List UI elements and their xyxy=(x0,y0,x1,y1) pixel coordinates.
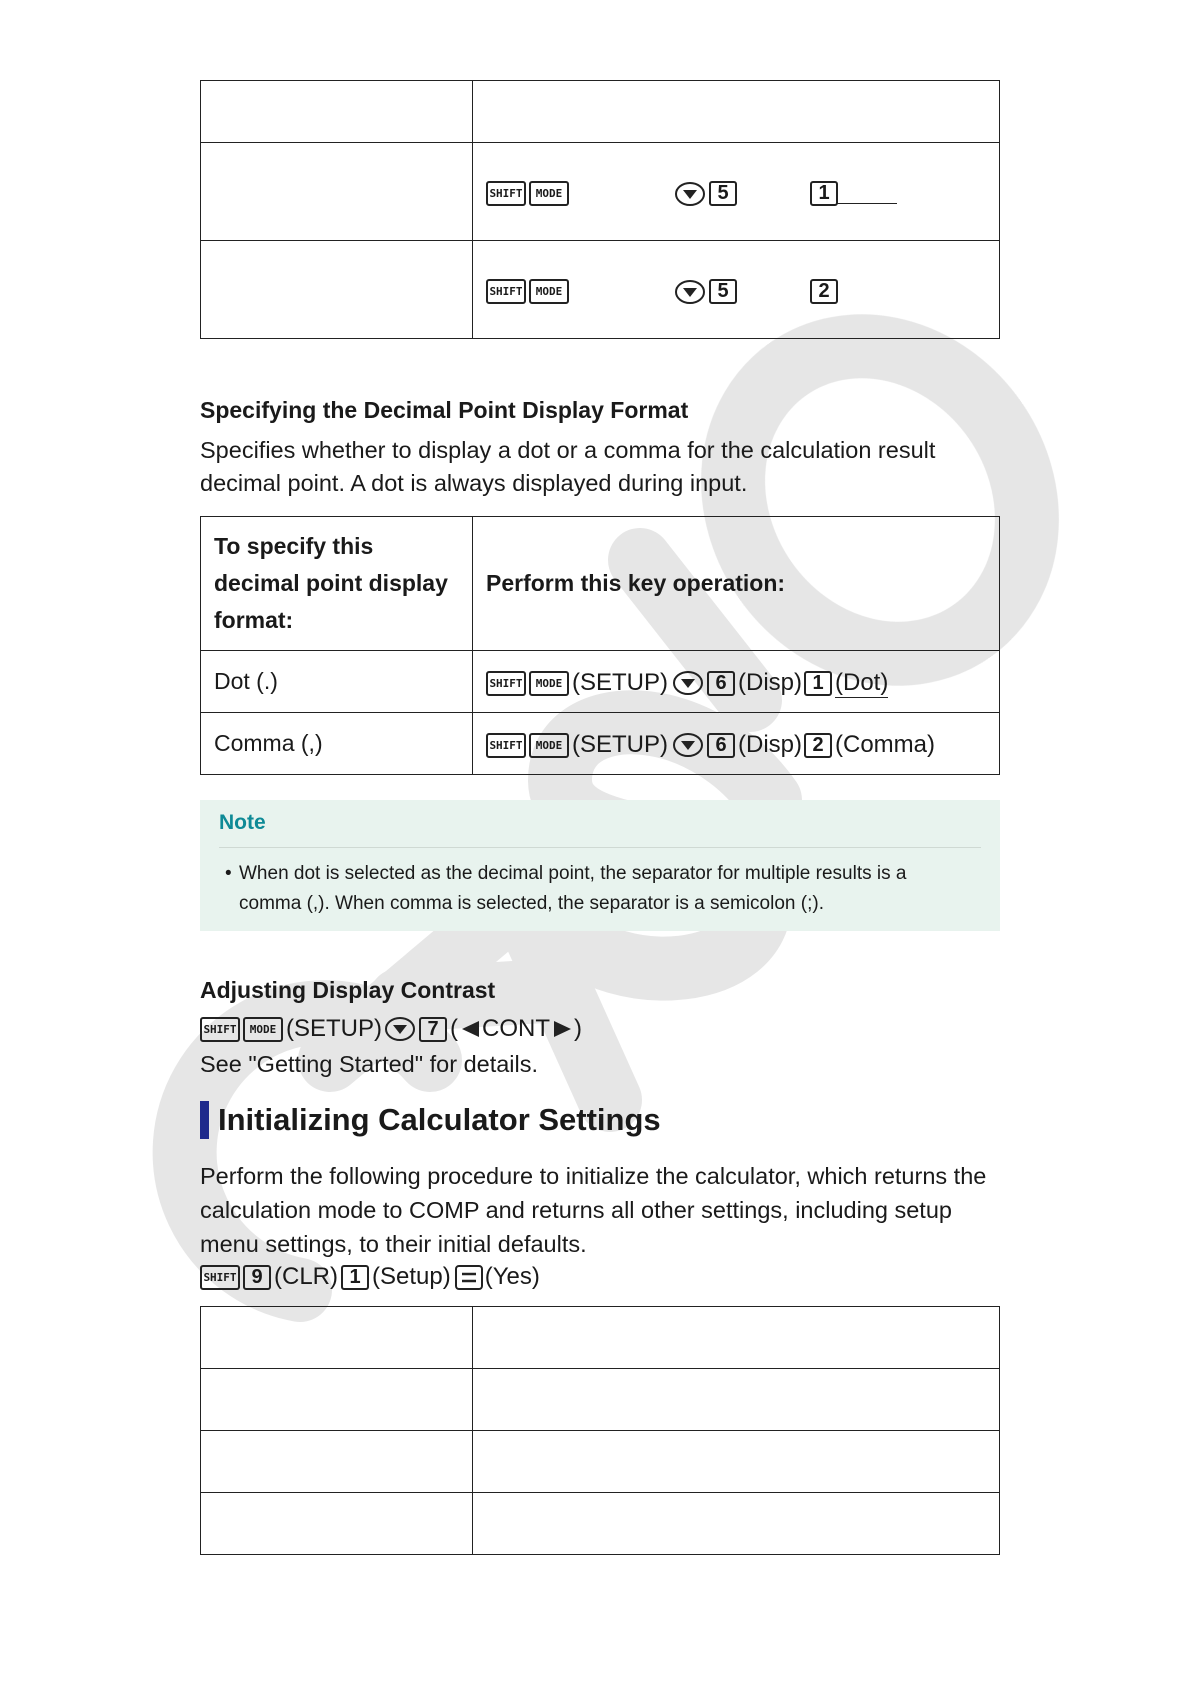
bullet: • xyxy=(225,863,232,884)
decimal-point-description: Specifies whether to display a dot or a comma for the calculation result decimal point. A dot is always displayed during input. xyxy=(200,437,936,496)
table-cell xyxy=(473,81,1000,143)
table-cell xyxy=(473,1307,1000,1369)
table-row xyxy=(201,1307,1000,1369)
mode-key: MODE xyxy=(243,1017,283,1042)
initialize-heading xyxy=(200,1101,661,1139)
number-key-1: 1 xyxy=(810,181,838,206)
table-row xyxy=(201,713,1000,775)
number-key-7: 7 xyxy=(419,1017,447,1042)
table-cell xyxy=(473,1493,1000,1555)
number-key-2: 2 xyxy=(810,279,838,304)
table-row xyxy=(201,1369,1000,1431)
format-cell: Comma (,) xyxy=(201,713,473,775)
decimal-point-heading: Specifying the Decimal Point Display Format xyxy=(200,397,689,423)
header-operation: Perform this key operation: xyxy=(473,517,1000,651)
close-paren: ) xyxy=(574,1015,582,1042)
note-body xyxy=(225,859,945,919)
setup-label: (SETUP) xyxy=(286,1015,382,1042)
number-key-5: 5 xyxy=(709,181,737,206)
table-header-row xyxy=(201,517,1000,651)
setup-label: (SETUP) xyxy=(572,669,668,696)
contrast-heading: Adjusting Display Contrast xyxy=(200,977,496,1003)
number-key-6: 6 xyxy=(707,671,735,696)
down-arrow-key-icon xyxy=(672,670,704,696)
dot-label: (Dot) xyxy=(835,668,889,696)
operation-cell xyxy=(473,651,1000,713)
open-paren: ( xyxy=(450,1015,458,1042)
note-title: Note xyxy=(219,811,266,834)
table-cell xyxy=(201,143,473,241)
shift-key: SHIFT xyxy=(486,733,526,758)
table-row xyxy=(201,241,1000,339)
right-triangle-icon xyxy=(551,1018,573,1040)
setup-label: (Setup) xyxy=(372,1263,451,1290)
note-box xyxy=(200,800,1000,931)
cont-label: CONT xyxy=(482,1015,550,1042)
table-cell xyxy=(201,1307,473,1369)
down-arrow-key-icon xyxy=(384,1016,416,1042)
disp-label: (Disp) xyxy=(738,669,802,696)
initial-settings-table xyxy=(200,1306,1000,1555)
table-row xyxy=(201,1493,1000,1555)
table-cell xyxy=(201,1369,473,1431)
shift-key: SHIFT xyxy=(486,181,526,206)
mode-key: MODE xyxy=(529,733,569,758)
initialize-description: Perform the following procedure to initialize the calculator, which returns the calculation mode to COMP and returns all other settings, including setup menu settings, to their initial defaults. xyxy=(200,1163,987,1257)
table-cell xyxy=(473,143,1000,241)
number-key-9: 9 xyxy=(243,1265,271,1290)
note-divider xyxy=(219,847,981,848)
table-cell xyxy=(473,1431,1000,1493)
mode-key: MODE xyxy=(529,279,569,304)
table-row xyxy=(201,1431,1000,1493)
note-text: When dot is selected as the decimal point, the separator for multiple results is a comma (,). When comma is selected, the separator is a semicolon (;). xyxy=(239,863,907,914)
shift-key: SHIFT xyxy=(200,1265,240,1290)
number-key-1: 1 xyxy=(804,671,832,696)
format-cell: Dot (.) xyxy=(201,651,473,713)
number-key-1: 1 xyxy=(341,1265,369,1290)
number-key-2: 2 xyxy=(804,733,832,758)
table-cell xyxy=(473,1369,1000,1431)
table-cell xyxy=(473,241,1000,339)
setup-label: (SETUP) xyxy=(572,731,668,759)
initialize-key-operation xyxy=(200,1263,540,1291)
down-arrow-key-icon xyxy=(674,279,706,305)
table-cell xyxy=(201,241,473,339)
shift-key: SHIFT xyxy=(486,279,526,304)
shift-key: SHIFT xyxy=(200,1017,240,1042)
equals-key-icon xyxy=(455,1265,483,1290)
decimal-point-table xyxy=(200,516,1000,775)
rounding-table xyxy=(200,80,1000,339)
disp-label: (Disp) xyxy=(738,731,802,759)
heading-bar xyxy=(200,1101,209,1139)
left-triangle-icon xyxy=(459,1018,481,1040)
table-cell xyxy=(201,81,473,143)
initialize-heading-text: Initializing Calculator Settings xyxy=(218,1102,661,1137)
number-key-6: 6 xyxy=(707,733,735,758)
shift-key: SHIFT xyxy=(486,671,526,696)
contrast-see-text: See "Getting Started" for details. xyxy=(200,1051,539,1077)
table-row xyxy=(201,81,1000,143)
operation-cell xyxy=(473,713,1000,775)
table-cell xyxy=(201,1431,473,1493)
contrast-key-operation xyxy=(200,1015,582,1043)
number-key-5: 5 xyxy=(709,279,737,304)
yes-label: (Yes) xyxy=(484,1263,540,1290)
down-arrow-key-icon xyxy=(674,181,706,207)
clr-label: (CLR) xyxy=(274,1263,338,1290)
header-format: To specify this decimal point display format: xyxy=(201,517,473,651)
down-arrow-key-icon xyxy=(672,732,704,758)
mode-key: MODE xyxy=(529,671,569,696)
table-row xyxy=(201,651,1000,713)
mode-key: MODE xyxy=(529,181,569,206)
table-row xyxy=(201,143,1000,241)
comma-label: (Comma) xyxy=(835,731,935,759)
table-cell xyxy=(201,1493,473,1555)
